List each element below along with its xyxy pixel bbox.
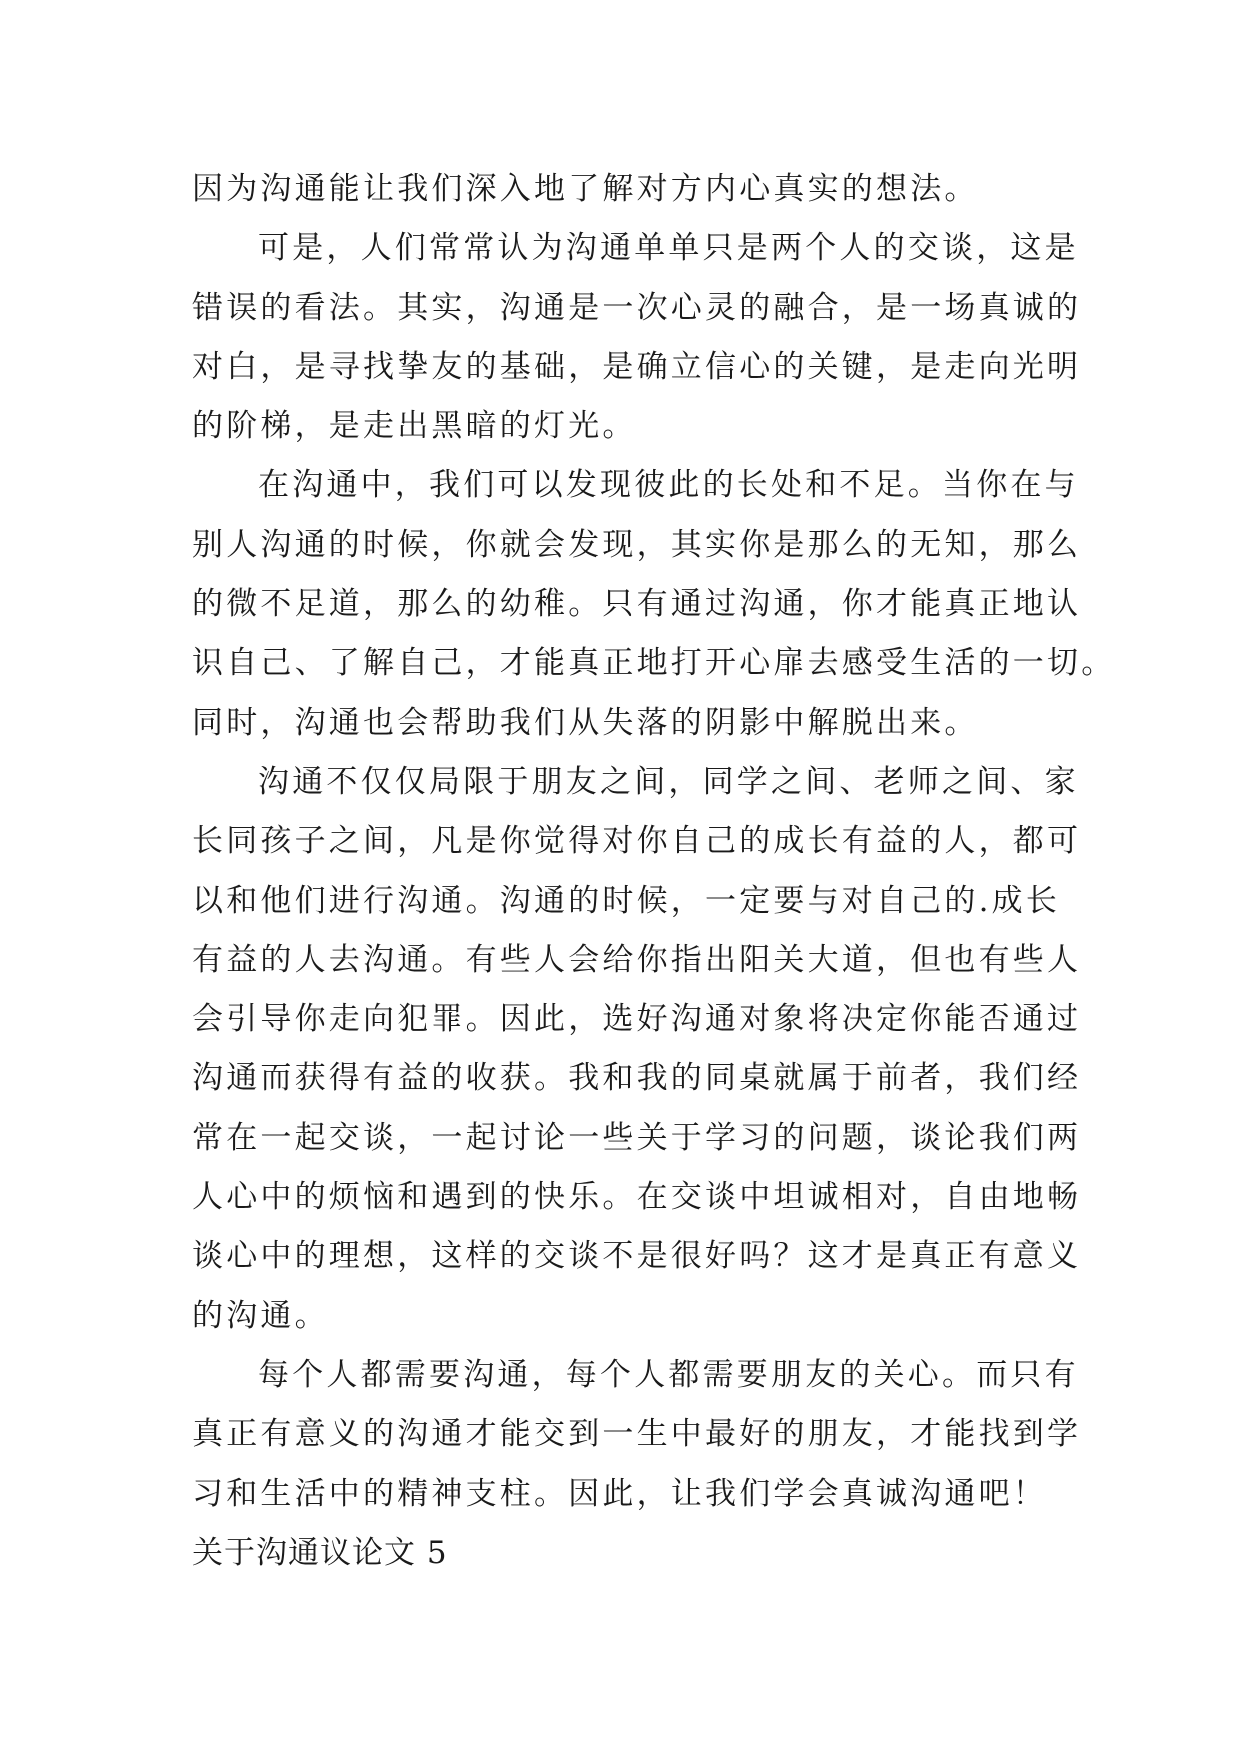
text-line: 识自己、了解自己，才能真正地打开心扉去感受生活的一切。 <box>192 645 1116 682</box>
text-line: 常在一起交谈，一起讨论一些关于学习的问题，谈论我们两 <box>192 1119 1082 1156</box>
text-line: 对白，是寻找挚友的基础，是确立信心的关键，是走向光明 <box>192 348 1082 385</box>
text-line: 谈心中的理想，这样的交谈不是很好吗？这才是真正有意义 <box>192 1238 1082 1275</box>
text-line: 沟通而获得有益的收获。我和我的同桌就属于前者，我们经 <box>192 1060 1082 1097</box>
section-heading: 关于沟通议论文 5 <box>192 1534 448 1571</box>
text-line: 有益的人去沟通。有些人会给你指出阳关大道，但也有些人 <box>192 941 1082 978</box>
text-line: 错误的看法。其实，沟通是一次心灵的融合，是一场真诚的 <box>192 289 1082 326</box>
paragraph <box>192 1346 1082 1524</box>
text-line: 因为沟通能让我们深入地了解对方内心真实的想法。 <box>192 171 979 207</box>
text-line: 可是，人们常常认为沟通单单只是两个人的交谈，这是 <box>258 230 1079 267</box>
text-line: 同时，沟通也会帮助我们从失落的阴影中解脱出来。 <box>192 704 979 741</box>
text-line: 会引导你走向犯罪。因此，选好沟通对象将决定你能否通过 <box>192 1001 1082 1038</box>
text-line: 的微不足道，那么的幼稚。只有通过沟通，你才能真正地认 <box>192 586 1082 623</box>
paragraph <box>192 160 1052 219</box>
text-line: 以和他们进行沟通。沟通的时候，一定要与对自己的.成长 <box>192 882 1061 919</box>
text-line: 人心中的烦恼和遇到的快乐。在交谈中坦诚相对，自由地畅 <box>192 1179 1082 1216</box>
text-line: 真正有意义的沟通才能交到一生中最好的朋友，才能找到学 <box>192 1416 1082 1453</box>
paragraph <box>192 219 1082 456</box>
text-line: 的阶梯，是走出黑暗的灯光。 <box>192 408 637 445</box>
text-line: 每个人都需要沟通，每个人都需要朋友的关心。而只有 <box>258 1356 1079 1393</box>
paragraph <box>192 456 1116 752</box>
text-line: 在沟通中，我们可以发现彼此的长处和不足。当你在与 <box>258 467 1079 504</box>
text-line: 的沟通。 <box>192 1297 329 1334</box>
text-line: 沟通不仅仅局限于朋友之间，同学之间、老师之间、家 <box>258 763 1079 800</box>
paragraph <box>192 753 1082 1346</box>
text-line: 别人沟通的时候，你就会发现，其实你是那么的无知，那么 <box>192 526 1082 563</box>
document-body <box>192 160 1116 1583</box>
text-line: 长同孩子之间，凡是你觉得对你自己的成长有益的人，都可 <box>192 823 1082 860</box>
text-line: 习和生活中的精神支柱。因此，让我们学会真诚沟通吧！ <box>192 1475 1047 1512</box>
